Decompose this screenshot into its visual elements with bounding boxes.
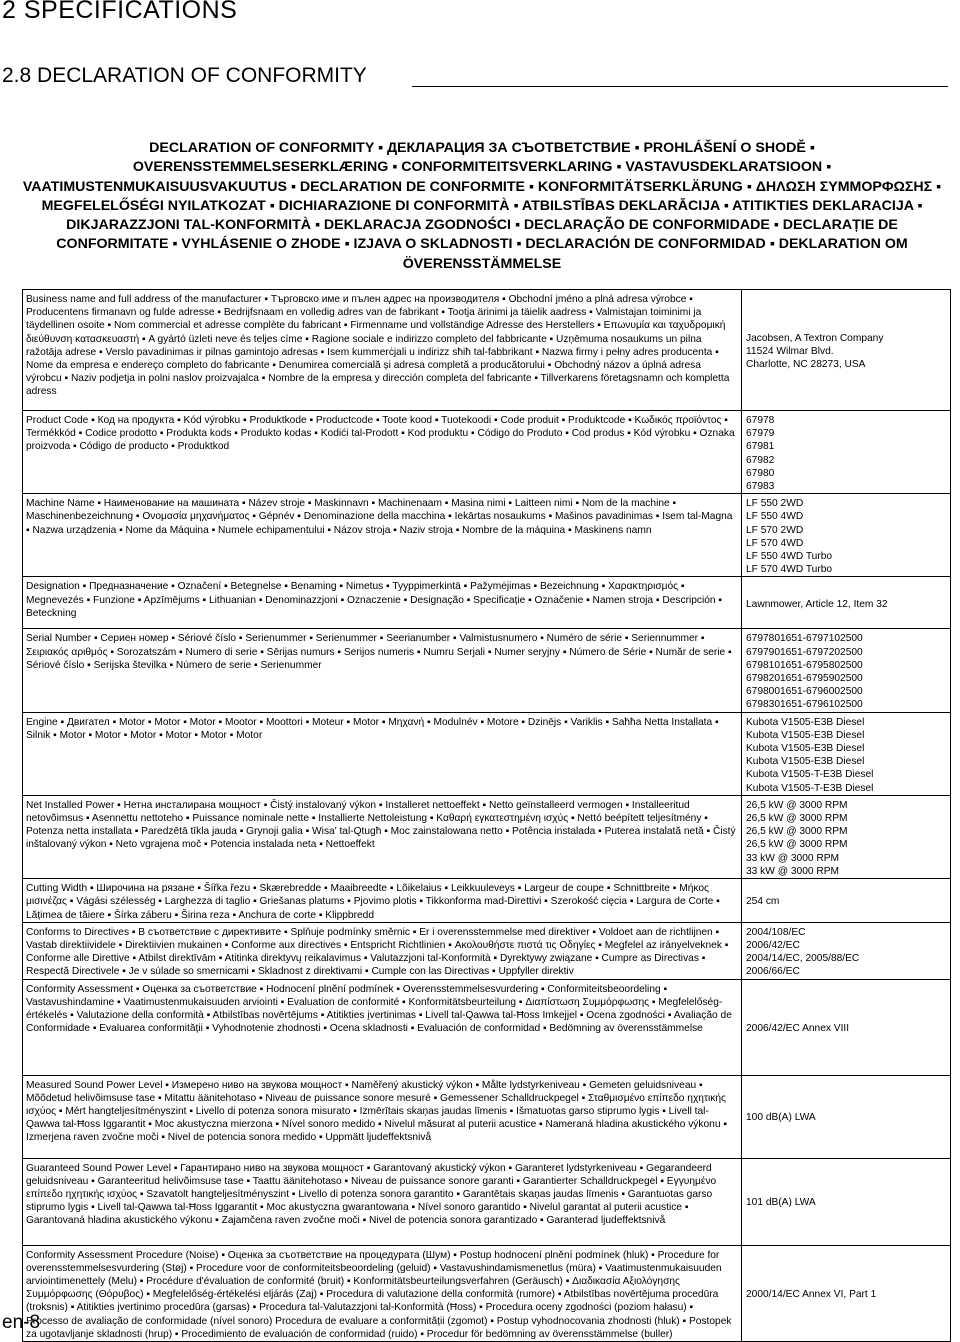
row-label: Product Code ▪ Код на продукта ▪ Kód výrobku ▪ Produktkode ▪ Productcode ▪ Toote kood ▪ Tuotekoodi ▪ Code produit ▪ Produktcode ▪ Κωδικός προϊόντος ▪ Termékkód ▪ Codice prodotto ▪ Produkta kods ▪ Produkto kodas ▪ Kodići tal-Prodott ▪ Kod produktu ▪ Código do Produto ▪ Cod produs ▪ Kód výrobku ▪ Oznaka proizvoda ▪ Código de producto ▪ Produktkod: [23, 411, 742, 494]
row-label: Machine Name ▪ Наименование на машината ▪ Název stroje ▪ Maskinnavn ▪ Machinenaam ▪ Masina nimi ▪ Laitteen nimi ▪ Nom de la machine ▪ Maschinenbezeichnung ▪ Ονομασία μηχανήματος ▪ Gépnév ▪ Denominazione della macchina ▪ Iekārtas nosaukums ▪ Mašinos pavadinimas ▪ Isem tal-Magna ▪ Nazwa urządzenia ▪ Nome da Máquina ▪ Numele echipamentului ▪ Názov stroja ▪ Naziv stroja ▪ Nombre de la máquina ▪ Maskinens namn: [23, 494, 742, 577]
declaration-title: DECLARATION OF CONFORMITY ▪ ДЕКЛАРАЦИЯ ЗА СЪОТВЕТСТВИЕ ▪ PROHLÁŠENÍ O SHODĚ ▪ OVERENSSTEMMELSESERKLÆRING ▪ CONFORMITEITSVERKLARING ▪ VASTAVUSDEKLARATSIOON ▪ VAATIMUSTENMUKAISUUSVAKUUTUS ▪ DECLARATION DE CONFORMITE ▪ KONFORMITÄTSERKLÄRUNG ▪ ΔΗΛΩΣΗ ΣΥΜΜΟΡΦΩΣΗΣ ▪ MEGFELELŐSÉGI NYILATKOZAT ▪ DICHIARAZIONE DI CONFORMITÀ ▪ ATBILSTĪBAS DEKLARĀCIJA ▪ ATITIKTIES DEKLARACIJA ▪ DIKJARAZZJONI TAL-KONFORMITÀ ▪ DEKLARACJA ZGODNOŚCI ▪ DECLARAÇÃO DE CONFORMIDADE ▪ DECLARAȚIE DE CONFORMITATE ▪ VYHLÁSENIE O ZHODE ▪ IZJAVA O SKLADNOSTI ▪ DECLARACIÓN DE CONFORMIDAD ▪ DEKLARATION OM ÖVERENSSTÄMMELSE: [22, 140, 942, 272]
table-row: [23, 290, 951, 411]
row-value: 2006/66/EC: [746, 966, 800, 978]
row-values: [742, 922, 951, 979]
row-value: 67980: [746, 467, 775, 479]
row-value: 26,5 kW @ 3000 RPM: [746, 826, 848, 838]
row-value: LF 550 4WD Turbo: [746, 551, 833, 563]
table-row: [23, 629, 951, 712]
row-value: 2004/14/EC, 2005/88/EC: [746, 953, 860, 965]
row-label: Designation ▪ Предназначение ▪ Označení ▪ Betegnelse ▪ Benaming ▪ Nimetus ▪ Tyyppimerkintä ▪ Pažymėjimas ▪ Bezeichnung ▪ Χαρακτηρισμός ▪ Megnevezés ▪ Funzione ▪ Apzīmējums ▪ Lithuanian ▪ Denominazzjoni ▪ Oznaczenie ▪ Designação ▪ Specificație ▪ Označenie ▪ Namen stroja ▪ Descripción ▪ Beteckning: [23, 577, 742, 629]
row-values: [742, 577, 951, 629]
row-value: 11524 Wilmar Blvd.: [746, 345, 834, 357]
table-row: [23, 879, 951, 923]
row-values: [742, 879, 951, 923]
table-row: [23, 712, 951, 795]
row-value: Charlotte, NC 28273, USA: [746, 359, 866, 371]
row-value: LF 570 2WD: [746, 524, 804, 536]
row-label: Measured Sound Power Level ▪ Измерено ниво на звукова мощност ▪ Naměřený akustický výkon ▪ Målte lydstyrkeniveau ▪ Gemeten geluidsniveau ▪ Mõõdetud helivõimsuse tase ▪ Mitattu äänitehotaso ▪ Niveau de puissance sonore mesuré ▪ Gemessener Schalldruckpegel ▪ Σταθμισμένο επίπεδο ηχητικής ισχύος ▪ Mért hangteljesítményszint ▪ Livello di potenza sonora misurato ▪ Izmērītais skaņas jaudas līmenis ▪ Išmatuotas garso stiprumo lygis ▪ Livell tal-Qawwa tal-Ħoss Iggarantit ▪ Moc akustyczna mierzona ▪ Nível sonoro medido ▪ Nivelul măsurat al puterii acustice ▪ Nameraná hladina akustického výkonu ▪ Izmerjena raven zvočne moči ▪ Nivel de potencia sonora medido ▪ Uppmätt ljudeffektsnivå: [23, 1075, 742, 1158]
row-value: 2004/108/EC: [746, 926, 806, 938]
table-row: [23, 1158, 951, 1245]
page-number: en-8: [2, 1312, 41, 1333]
chapter-heading: 2 SPECIFICATIONS: [2, 0, 238, 24]
row-value: 33 kW @ 3000 RPM: [746, 852, 840, 864]
row-value: 100 dB(A) LWA: [746, 1112, 816, 1124]
row-values: [742, 979, 951, 1075]
table-row: [23, 411, 951, 494]
row-label: Engine ▪ Двигател ▪ Motor ▪ Motor ▪ Motor ▪ Mootor ▪ Moottori ▪ Moteur ▪ Motor ▪ Μηχανή ▪ Modulnév ▪ Motore ▪ Dzinējs ▪ Variklis ▪ Saħħa Netta Installata ▪ Silnik ▪ Motor ▪ Motor ▪ Motor ▪ Motor ▪ Motor ▪ Motor: [23, 712, 742, 795]
row-value: Lawnmower, Article 12, Item 32: [746, 598, 888, 610]
row-label: Serial Number ▪ Сериен номер ▪ Sériové číslo ▪ Serienummer ▪ Serienummer ▪ Seerianumber ▪ Valmistusnumero ▪ Numéro de série ▪ Seriennummer ▪ Σειριακός αριθμός ▪ Sorozatszám ▪ Numero di serie ▪ Sērijas numurs ▪ Serijos numeris ▪ Numru Serjali ▪ Numer seryjny ▪ Número de Série ▪ Număr de serie ▪ Sériové číslo ▪ Serijska številka ▪ Número de serie ▪ Serienummer: [23, 629, 742, 712]
row-value: Jacobsen, A Textron Company: [746, 332, 884, 344]
row-values: [742, 290, 951, 411]
row-value: LF 550 2WD: [746, 498, 804, 510]
row-value: 2006/42/EC Annex VIII: [746, 1022, 850, 1034]
row-value: 6797901651-6797202500: [746, 646, 863, 658]
row-values: [742, 1158, 951, 1245]
row-value: 67981: [746, 441, 775, 453]
table-row: [23, 494, 951, 577]
row-value: 67978: [746, 415, 775, 426]
row-value: 6798201651-6795902500: [746, 673, 863, 685]
table-row: [23, 979, 951, 1075]
row-value: 2000/14/EC Annex VI, Part 1: [746, 1289, 877, 1301]
row-value: Kubota V1505-T-E3B Diesel: [746, 769, 874, 781]
table-row: [23, 1075, 951, 1158]
row-values: [742, 712, 951, 795]
row-values: [742, 795, 951, 878]
row-value: 6798301651-6796102500: [746, 699, 863, 711]
row-values: [742, 1075, 951, 1158]
row-value: 67983: [746, 481, 775, 493]
row-value: 6797801651-6797102500: [746, 633, 863, 645]
row-value: 101 dB(A) LWA: [746, 1197, 816, 1209]
table-row: [23, 1245, 951, 1341]
row-label: Business name and full address of the manufacturer ▪ Търговско име и пълен адрес на производителя ▪ Obchodní jméno a plná adresa výrobce ▪ Producentens firmanavn og fulde adresse ▪ Bedrijfsnaam en volledig adres van de fabrikant ▪ Tootja ärinimi ja täielik aadress ▪ Valmistajan toiminimi ja täydellinen osoite ▪ Nom commercial et adresse complète du fabricant ▪ Firmenname und vollständige Adresse des Herstellers ▪ Επωνυμία και ταχυδρομική διεύθυνση κατασκευαστή ▪ A gyártó üzleti neve és teljes címe ▪ Ragione sociale e indirizzo completo del fabbricante ▪ Uzņēmuma nosaukums un pilna ražotāja adrese ▪ Verslo pavadinimas ir pilnas gamintojo adresas ▪ Isem kummerċjali u indirizz sħiħ tal-fabbrikant ▪ Nazwa firmy i pełny adres producenta ▪ Nome da empresa e endereço completo do fabricante ▪ Denumirea comercială și adresa completă a producătorului ▪ Obchodný názov a úplná adresa výrobcu ▪ Naziv podjetja in polni naslov proizvajalca ▪ Nombre de la empresa y dirección completa del fabricante ▪ Tillverkarens företagsnamn och kompletta adress: [23, 290, 742, 411]
row-value: 2006/42/EC: [746, 939, 800, 951]
row-value: 26,5 kW @ 3000 RPM: [746, 839, 848, 851]
row-value: Kubota V1505-E3B Diesel: [746, 756, 865, 768]
row-label: Conforms to Directives ▪ В съответствие с директивите ▪ Splňuje podmínky směrnic ▪ Er i overensstemmelse med direktiver ▪ Voldoet aan de richtlijnen ▪ Vastab direktiividele ▪ Direktiivien mukainen ▪ Conforme aux directives ▪ Entspricht Richtlinien ▪ Ακολουθήστε πιστά τις Οδηγίες ▪ Megfelel az irányelveknek ▪ Conforme alle Direttive ▪ Atbilst direktīvām ▪ Atitinka direktyvų reikalavimus ▪ Valutazzjoni tal-Konformità ▪ Dyrektywy związane ▪ Cumpre as Directivas ▪ Respectă Directivele ▪ Je v súlade so smernicami ▪ Skladnost z direktivami ▪ Cumple con las Directivas ▪ Uppfyller direktiv: [23, 922, 742, 979]
row-label: Cutting Width ▪ Широчина на рязане ▪ Šířka řezu ▪ Skærebredde ▪ Maaibreedte ▪ Lõikelaius ▪ Leikkuuleveys ▪ Largeur de coupe ▪ Schnittbreite ▪ Μήκος μισινέζας ▪ Vágási szélesség ▪ Larghezza di taglio ▪ Griešanas platums ▪ Pjovimo plotis ▪ Tikkonforma mad-Direttivi ▪ Szerokość cięcia ▪ Largura de Corte ▪ Lățimea de tăiere ▪ Šírka záberu ▪ Širina reza ▪ Anchura de corte ▪ Klippbredd: [23, 879, 742, 923]
table-row: [23, 922, 951, 979]
section-heading: 2.8 DECLARATION OF CONFORMITY: [2, 64, 367, 87]
row-value: Kubota V1505-E3B Diesel: [746, 729, 865, 741]
row-value: 26,5 kW @ 3000 RPM: [746, 813, 848, 825]
row-label: Guaranteed Sound Power Level ▪ Гарантирано ниво на звукова мощност ▪ Garantovaný akustický výkon ▪ Garanteret lydstyrkeniveau ▪ Gegarandeerd geluidsniveau ▪ Garanteeritud helivõimsuse tase ▪ Taattu äänitehotaso ▪ Niveau de puissance sonore garanti ▪ Garantierter Schalldruckpegel ▪ Εγγυημένο επίπεδο ηχητικής ισχύος ▪ Szavatolt hangteljesítményszint ▪ Livello di potenza sonora garantito ▪ Garantētais skaņas jaudas līmenis ▪ Garantuotas garso stiprumo lygis ▪ Livell tal-Qawwa tal-Ħoss Iggarantit ▪ Moc akustyczna gwarantowana ▪ Nível sonoro garantido ▪ Nivelul garantat al puterii acustice ▪ Garantovaná hladina akustického výkonu ▪ Zajamčena raven zvočne moči ▪ Nivel de potencia sonora garantizado ▪ Garanterad ljudeffektsnivå: [23, 1158, 742, 1245]
row-label: Net Installed Power ▪ Нетна инсталирана мощност ▪ Čistý instalovaný výkon ▪ Installeret nettoeffekt ▪ Netto geïnstalleerd vermogen ▪ Installeeritud netovõimsus ▪ Asennettu nettoteho ▪ Puissance nominale nette ▪ Installierte Nettoleistung ▪ Καθαρή εγκατεστημένη ισχύς ▪ Nettó beépített teljesítmény ▪ Potenza netta installata ▪ Paredzētā tīkla jauda ▪ Grynoji galia ▪ Wisa' tal-Qtugħ ▪ Moc zainstalowana netto ▪ Potência instalada ▪ Puterea instalată netă ▪ Čistý inštalovaný výkon ▪ Neto vgrajena moč ▪ Potencia instalada neta ▪ Nettoeffekt: [23, 795, 742, 878]
row-value: 67979: [746, 428, 775, 440]
table-row: [23, 577, 951, 629]
table-row: [23, 795, 951, 878]
row-values: [742, 1245, 951, 1341]
row-value: Kubota V1505-T-E3B Diesel: [746, 782, 874, 794]
conformity-table: [22, 289, 951, 1342]
row-value: LF 570 4WD: [746, 537, 804, 549]
section-heading-rule: [412, 86, 948, 87]
row-value: Kubota V1505-E3B Diesel: [746, 716, 865, 728]
row-label: Conformity Assessment ▪ Оценка за съответствие ▪ Hodnocení plnění podmínek ▪ Overensstemmelsesvurdering ▪ Conformiteitsbeoordeling ▪ Vastavushindamine ▪ Vaatimustenmukaisuuden arviointi ▪ Evaluation de conformité ▪ Konformitätsbeurteilung ▪ Διαπίστωση Συμμόρφωσης ▪ Megfelelőség-értékelés ▪ Valutazione della conformità ▪ Atbilstības novērtējums ▪ Atitikties įvertinimas ▪ Livell tal-Qawwa tal-Ħoss Imkejjel ▪ Ocena zgodności ▪ Avaliação de Conformidade ▪ Evaluarea conformității ▪ Vyhodnotenie zhodnosti ▪ Ocena skladnosti ▪ Evaluación de conformidad ▪ Bedömning av överensstämmelse: [23, 979, 742, 1075]
row-value: LF 570 4WD Turbo: [746, 564, 833, 576]
row-values: [742, 411, 951, 494]
row-value: 6798101651-6795802500: [746, 659, 863, 671]
row-value: 6798001651-6796002500: [746, 686, 863, 698]
row-values: [742, 629, 951, 712]
row-value: LF 550 4WD: [746, 511, 804, 523]
row-label: Conformity Assessment Procedure (Noise) ▪ Оценка за съответствие на процедурата (Шум) ▪ Postup hodnocení plnění podmínek (hluk) ▪ Procedure for overensstemmelsesvurdering (Støj) ▪ Procedure voor de conformiteitsbeoordeling (geluid) ▪ Vastavushindamismenetlus (müra) ▪ Vaatimustenmukaisuuden arviointimenettely (Melu) ▪ Procédure d'évaluation de conformité (bruit) ▪ Konformitätsbeurteilungsverfahren (Geräusch) ▪ Διαδικασία Αξιολόγησης Συμμόρφωσης (Θόρυβος) ▪ Megfelelőség-értékelési eljárás (Zaj) ▪ Procedura di valutazione della conformità (rumore) ▪ Atbilstības novērtējuma procedūra (troksnis) ▪ Atitikties įvertinimo procedūra (garsas) ▪ Procedura tal-Valutazzjoni tal-Konformità (Ħoss) ▪ Procedura oceny zgodności (poziom hałasu) ▪ Processo de avaliação de conformidade (nível sonoro) Procedura de evaluare a conformității (zgomot) ▪ Postup vyhodnocovania zhodnosti (hluk) ▪ Postopek za ugotavljanje skladnosti (hrup) ▪ Procedimiento de evaluación de conformidad (ruido) ▪ Procedur för bedömning av överensstämmelse (buller): [23, 1245, 742, 1341]
row-value: Kubota V1505-E3B Diesel: [746, 743, 865, 755]
row-value: 254 cm: [746, 896, 780, 908]
row-values: [742, 494, 951, 577]
row-value: 26,5 kW @ 3000 RPM: [746, 799, 848, 811]
row-value: 67982: [746, 454, 775, 466]
row-value: 33 kW @ 3000 RPM: [746, 865, 840, 877]
